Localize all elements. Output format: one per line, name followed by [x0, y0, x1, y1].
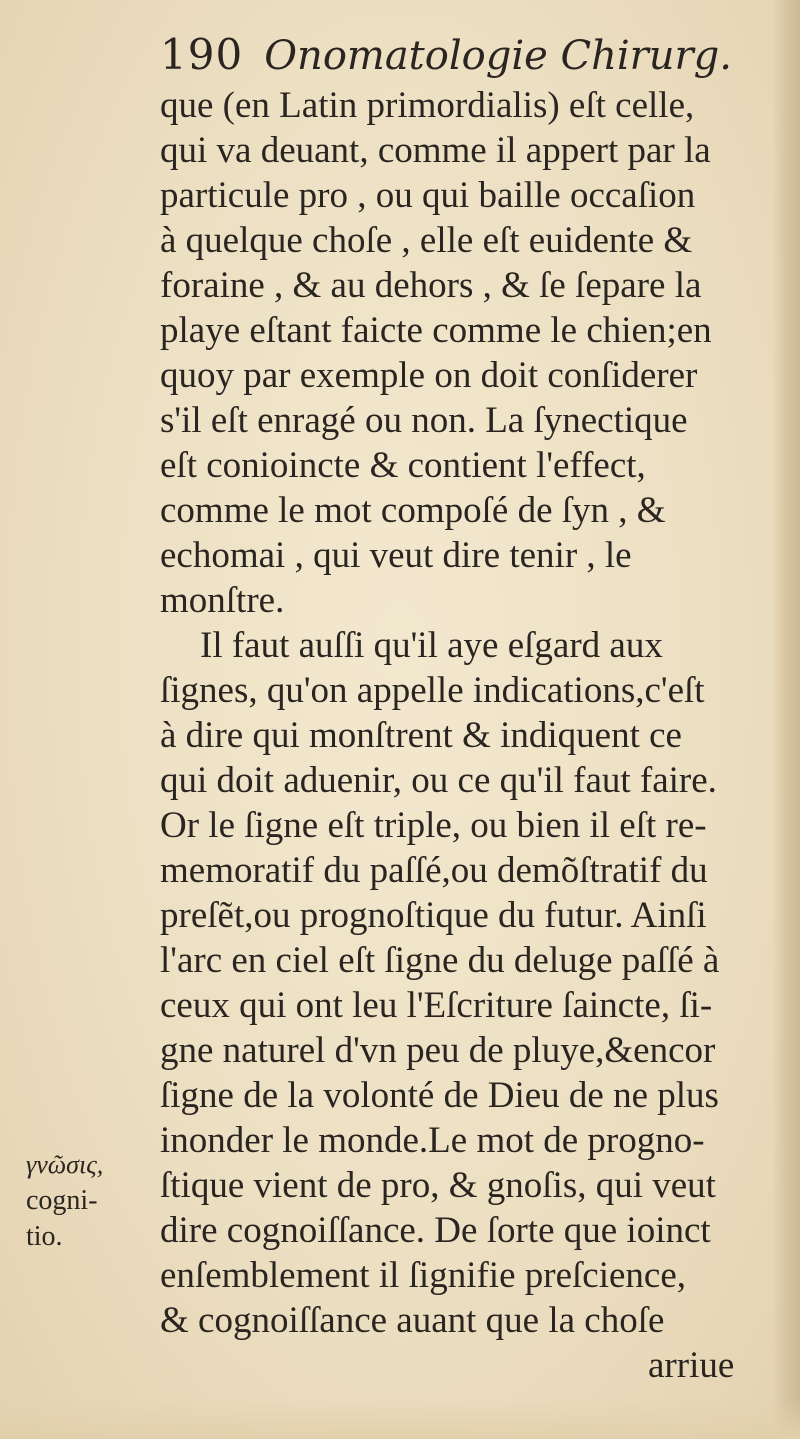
text-line: enſemblement il ſignifie preſcience, [160, 1255, 687, 1296]
margin-note: tio. [26, 1221, 63, 1252]
text-line: monſtre. [160, 580, 285, 621]
text-line: que (en Latin primordialis) eſt celle, [160, 85, 695, 126]
margin-note: γνῶσις, [26, 1150, 104, 1179]
margin-note: cogni- [26, 1185, 98, 1216]
text-line: foraine , & au dehors , & ſe ſepare la [160, 265, 702, 306]
text-line: preſẽt,ou prognoſtique du futur. Ainſi [160, 895, 707, 936]
running-title: Onomatologie Chirurg. [264, 33, 732, 79]
text-line: ſtique vient de pro, & gnoſis, qui veut [160, 1165, 716, 1206]
text-line: particule pro , ou qui baille occaſion [160, 175, 696, 216]
text-line: echomai , qui veut dire tenir , le [160, 535, 632, 576]
text-line: l'arc en ciel eſt ſigne du deluge paſſé à [160, 940, 720, 981]
text-line: Or le ſigne eſt triple, ou bien il eſt re- [160, 805, 707, 846]
text-line: qui va deuant, comme il appert par la [160, 130, 711, 171]
text-line: à dire qui monſtrent & indiquent ce [160, 715, 682, 756]
text-line: inonder le monde.Le mot de progno- [160, 1120, 705, 1161]
text-line: Il faut auſſi qu'il aye eſgard aux [200, 625, 663, 666]
page-bottom-shadow [0, 1399, 800, 1439]
page-number: 190 [160, 30, 244, 79]
text-line: dire cognoiſſance. De ſorte que ioinct [160, 1210, 711, 1251]
text-line: ceux qui ont leu l'Eſcriture ſaincte, ſi- [160, 985, 713, 1026]
text-line: ſignes, qu'on appelle indications,c'eſt [160, 670, 705, 711]
text-line: gne naturel d'vn peu de pluye,&encor [160, 1030, 716, 1071]
text-line: playe eſtant faicte comme le chien;en [160, 310, 712, 351]
text-line: quoy par exemple on doit conſiderer [160, 355, 698, 396]
text-line: ſigne de la volonté de Dieu de ne plus [160, 1075, 719, 1116]
catchword: arriue [648, 1345, 735, 1386]
page-header [160, 30, 732, 90]
text-line: qui doit aduenir, ou ce qu'il faut faire. [160, 760, 717, 801]
text-line: à quelque choſe , elle eſt euidente & [160, 220, 693, 261]
text-line: eſt conioincte & contient l'effect, [160, 445, 646, 486]
text-line: memoratif du paſſé,ou demõſtratif du [160, 850, 708, 891]
page-edge-shadow [772, 0, 800, 1439]
text-line: comme le mot compoſé de ſyn , & [160, 490, 666, 531]
text-line: s'il eſt enragé ou non. La ſynectique [160, 400, 688, 441]
text-line: & cognoiſſance auant que la choſe [160, 1300, 665, 1341]
